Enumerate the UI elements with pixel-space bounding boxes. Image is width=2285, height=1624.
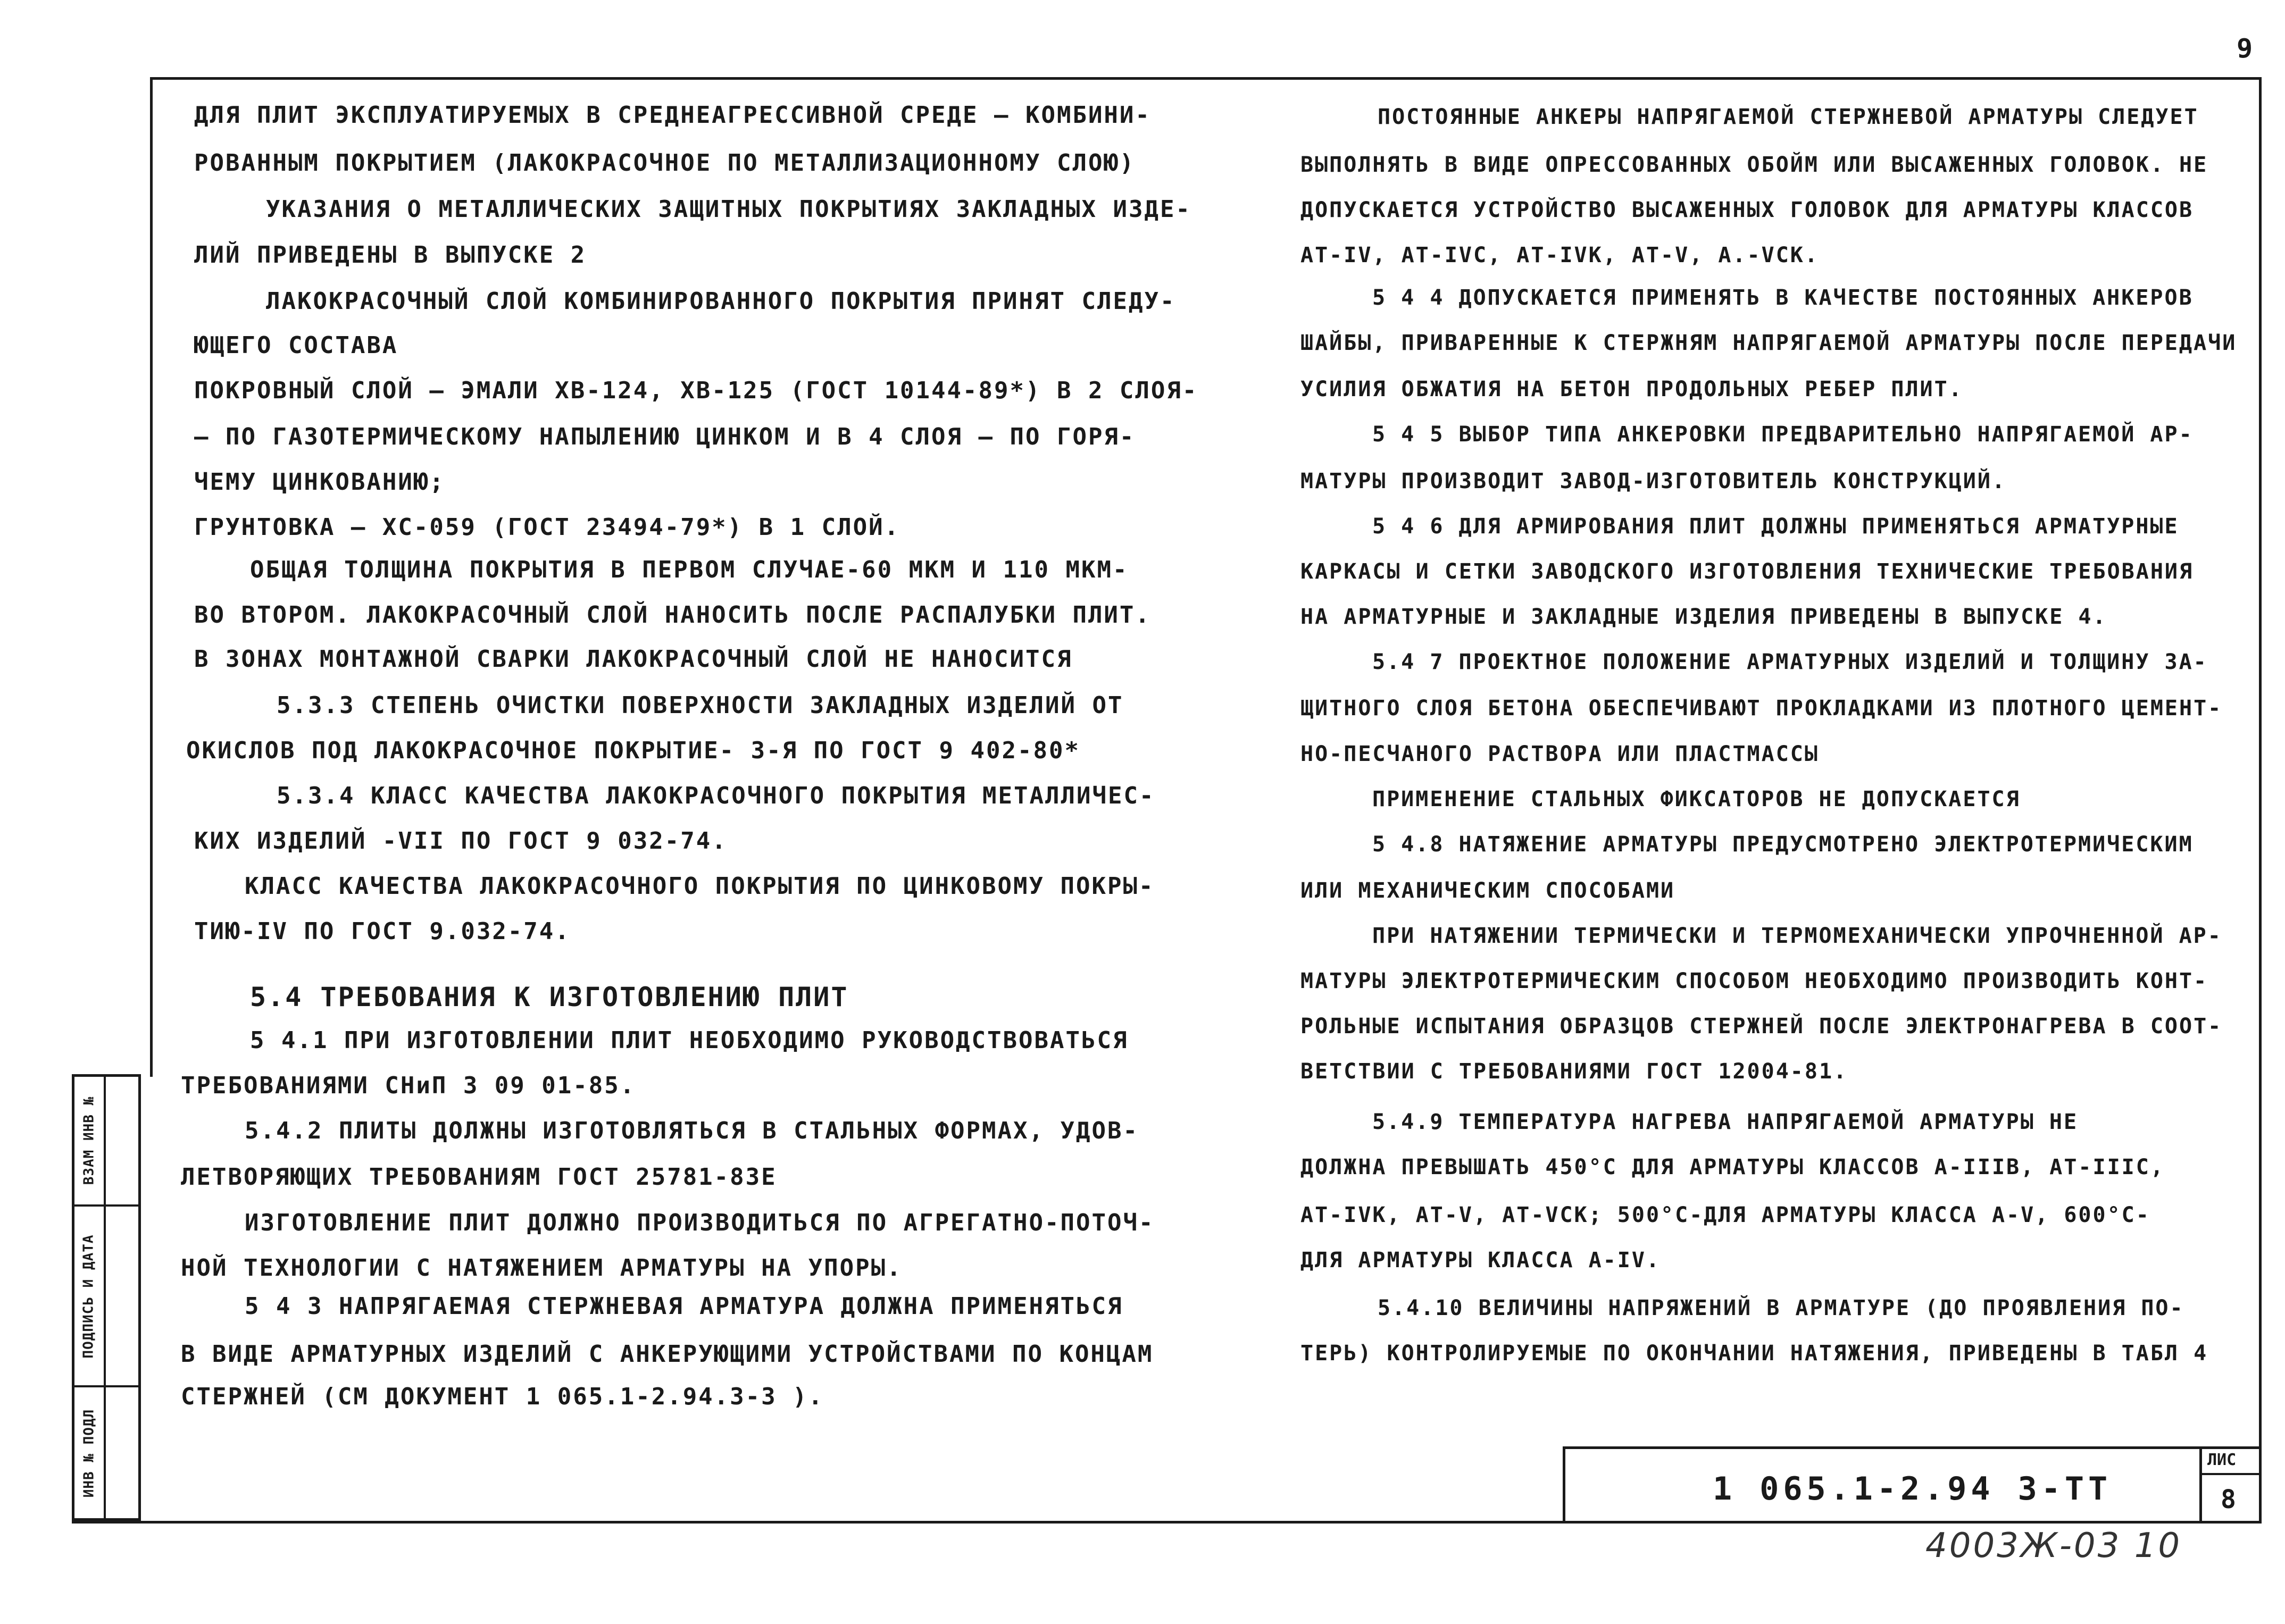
text-line: ПОКРОВНЫЙ СЛОЙ — ЭМАЛИ ХВ-124, ХВ-125 (ГОСТ 10144-89*) В 2 СЛОЯ-: [194, 377, 1198, 404]
text-line: НОЙ ТЕХНОЛОГИИ С НАТЯЖЕНИЕМ АРМАТУРЫ НА УПОРЫ.: [181, 1254, 903, 1282]
side-stamp-row-divider: [72, 1385, 141, 1387]
text-line: КАРКАСЫ И СЕТКИ ЗАВОДСКОГО ИЗГОТОВЛЕНИЯ ТЕХНИЧЕСКИЕ ТРЕБОВАНИЯ: [1300, 559, 2194, 584]
text-line: СТЕРЖНЕЙ (СМ ДОКУМЕНТ 1 065.1-2.94.3-3 ).: [181, 1383, 824, 1410]
text-line: 5 4.1 ПРИ ИЗГОТОВЛЕНИИ ПЛИТ НЕОБХОДИМО РУКОВОДСТВОВАТЬСЯ: [250, 1027, 1129, 1054]
frame-top-border: [150, 77, 2262, 80]
text-line: ДЛЯ ПЛИТ ЭКСПЛУАТИРУЕМЫХ В СРЕДНЕАГРЕССИВНОЙ СРЕДЕ — КОМБИНИ-: [194, 102, 1151, 129]
text-line: ТЕРЬ) КОНТРОЛИРУЕМЫЕ ПО ОКОНЧАНИИ НАТЯЖЕНИЯ, ПРИВЕДЕНЫ В ТАБЛ 4: [1300, 1341, 2208, 1366]
side-label-inv-replace: ВЗАМ ИНВ №: [81, 1096, 97, 1185]
text-line: НА АРМАТУРНЫЕ И ЗАКЛАДНЫЕ ИЗДЕЛИЯ ПРИВЕДЕНЫ В ВЫПУСКЕ 4.: [1300, 605, 2107, 629]
document-code: 1 065.1-2.94 3-ТТ: [1713, 1470, 2112, 1508]
text-line: ЛЕТВОРЯЮЩИХ ТРЕБОВАНИЯМ ГОСТ 25781-83Е: [181, 1163, 777, 1191]
sheet-box-divider: [2199, 1473, 2261, 1475]
text-line: 5 4 4 ДОПУСКАЕТСЯ ПРИМЕНЯТЬ В КАЧЕСТВЕ ПОСТОЯННЫХ АНКЕРОВ: [1372, 286, 2194, 310]
text-line: ЩИТНОГО СЛОЯ БЕТОНА ОБЕСПЕЧИВАЮТ ПРОКЛАДКАМИ ИЗ ПЛОТНОГО ЦЕМЕНТ-: [1300, 696, 2223, 721]
text-line: ЛИЙ ПРИВЕДЕНЫ В ВЫПУСКЕ 2: [194, 241, 587, 269]
text-line: ЛАКОКРАСОЧНЫЙ СЛОЙ КОМБИНИРОВАННОГО ПОКРЫТИЯ ПРИНЯТ СЛЕДУ-: [266, 288, 1176, 315]
text-line: 5 4 3 НАПРЯГАЕМАЯ СТЕРЖНЕВАЯ АРМАТУРА ДОЛЖНА ПРИМЕНЯТЬСЯ: [245, 1293, 1123, 1320]
sheet-number: 8: [2221, 1485, 2236, 1514]
section-heading: 5.4 ТРЕБОВАНИЯ К ИЗГОТОВЛЕНИЮ ПЛИТ: [250, 982, 849, 1012]
text-line: ГРУНТОВКА — ХС-059 (ГОСТ 23494-79*) В 1 СЛОЙ.: [194, 514, 900, 541]
side-label-inv-original: ИНВ № ПОДЛ: [81, 1409, 97, 1497]
text-line: ТИЮ-IV ПО ГОСТ 9.032-74.: [194, 918, 571, 945]
text-line: АТ-IVК, АТ-V, АТ-VСК; 500°С-ДЛЯ АРМАТУРЫ КЛАССА А-V, 600°С-: [1300, 1203, 2150, 1227]
text-line: В ВИДЕ АРМАТУРНЫХ ИЗДЕЛИЙ С АНКЕРУЮЩИМИ УСТРОЙСТВАМИ ПО КОНЦАМ: [181, 1341, 1154, 1368]
text-line: ЮЩЕГО СОСТАВА: [194, 332, 398, 359]
frame-bottom-border: [72, 1521, 2262, 1523]
sheet-label: ЛИС: [2207, 1451, 2237, 1469]
side-stamp-row-divider: [72, 1204, 141, 1207]
text-line: ИЛИ МЕХАНИЧЕСКИМ СПОСОБАМИ: [1300, 878, 1675, 903]
text-line: ТРЕБОВАНИЯМИ СНиП 3 09 01-85.: [181, 1072, 636, 1099]
text-line: ДОПУСКАЕТСЯ УСТРОЙСТВО ВЫСАЖЕННЫХ ГОЛОВОК ДЛЯ АРМАТУРЫ КЛАССОВ: [1300, 198, 2194, 222]
text-line: МАТУРЫ ЭЛЕКТРОТЕРМИЧЕСКИМ СПОСОБОМ НЕОБХОДИМО ПРОИЗВОДИТЬ КОНТ-: [1300, 969, 2208, 993]
page-number: 9: [2237, 33, 2253, 64]
text-line: ПРИМЕНЕНИЕ СТАЛЬНЫХ ФИКСАТОРОВ НЕ ДОПУСКАЕТСЯ: [1372, 787, 2021, 811]
text-line: ОКИСЛОВ ПОД ЛАКОКРАСОЧНОЕ ПОКРЫТИЕ- 3-Я ПО ГОСТ 9 402-80*: [186, 737, 1080, 764]
text-line: 5.3.4 КЛАСС КАЧЕСТВА ЛАКОКРАСОЧНОГО ПОКРЫТИЯ МЕТАЛЛИЧЕС-: [277, 782, 1155, 809]
text-line: НО-ПЕСЧАНОГО РАСТВОРА ИЛИ ПЛАСТМАССЫ: [1300, 742, 1819, 766]
text-line: ПОСТОЯННЫЕ АНКЕРЫ НАПРЯГАЕМОЙ СТЕРЖНЕВОЙ АРМАТУРЫ СЛЕДУЕТ: [1378, 105, 2199, 129]
text-line: УКАЗАНИЯ О МЕТАЛЛИЧЕСКИХ ЗАЩИТНЫХ ПОКРЫТИЯХ ЗАКЛАДНЫХ ИЗДЕ-: [266, 196, 1191, 223]
text-line: ДОЛЖНА ПРЕВЫШАТЬ 450°С ДЛЯ АРМАТУРЫ КЛАССОВ А-IIIВ, АТ-IIIС,: [1300, 1155, 2165, 1179]
text-line: 5.4.9 ТЕМПЕРАТУРА НАГРЕВА НАПРЯГАЕМОЙ АРМАТУРЫ НЕ: [1372, 1110, 2079, 1134]
frame-left-border: [150, 77, 153, 1077]
text-line: РОВАННЫМ ПОКРЫТИЕМ (ЛАКОКРАСОЧНОЕ ПО МЕТАЛЛИЗАЦИОННОМУ СЛОЮ): [194, 149, 1136, 177]
inventory-code: 4003Ж-03 10: [1925, 1526, 2182, 1566]
text-line: МАТУРЫ ПРОИЗВОДИТ ЗАВОД-ИЗГОТОВИТЕЛЬ КОНСТРУКЦИЙ.: [1300, 469, 2007, 493]
text-line: 5.4.2 ПЛИТЫ ДОЛЖНЫ ИЗГОТОВЛЯТЬСЯ В СТАЛЬНЫХ ФОРМАХ, УДОВ-: [245, 1117, 1139, 1144]
text-line: 5 4.8 НАТЯЖЕНИЕ АРМАТУРЫ ПРЕДУСМОТРЕНО ЭЛЕКТРОТЕРМИЧЕСКИМ: [1372, 832, 2194, 857]
text-line: РОЛЬНЫЕ ИСПЫТАНИЯ ОБРАЗЦОВ СТЕРЖНЕЙ ПОСЛЕ ЭЛЕКТРОНАГРЕВА В СООТ-: [1300, 1014, 2223, 1039]
text-line: АТ-IV, АТ-IVС, АТ-IVК, АТ-V, А.-VСК.: [1300, 243, 1819, 267]
text-line: 5.3.3 СТЕПЕНЬ ОЧИСТКИ ПОВЕРХНОСТИ ЗАКЛАДНЫХ ИЗДЕЛИЙ ОТ: [277, 692, 1124, 719]
text-line: ДЛЯ АРМАТУРЫ КЛАССА А-IV.: [1300, 1248, 1661, 1273]
text-line: ВЫПОЛНЯТЬ В ВИДЕ ОПРЕССОВАННЫХ ОБОЙМ ИЛИ ВЫСАЖЕННЫХ ГОЛОВОК. НЕ: [1300, 153, 2208, 177]
text-line: ОБЩАЯ ТОЛЩИНА ПОКРЫТИЯ В ПЕРВОМ СЛУЧАЕ-60 МКМ И 110 МКМ-: [250, 556, 1129, 583]
text-line: КЛАСС КАЧЕСТВА ЛАКОКРАСОЧНОГО ПОКРЫТИЯ ПО ЦИНКОВОМУ ПОКРЫ-: [245, 873, 1155, 900]
text-line: 5.4.10 ВЕЛИЧИНЫ НАПРЯЖЕНИЙ В АРМАТУРЕ (ДО ПРОЯВЛЕНИЯ ПО-: [1378, 1296, 2184, 1320]
text-line: 5 4 5 ВЫБОР ТИПА АНКЕРОВКИ ПРЕДВАРИТЕЛЬНО НАПРЯГАЕМОЙ АР-: [1372, 422, 2194, 447]
text-line: ЧЕМУ ЦИНКОВАНИЮ;: [194, 468, 445, 496]
text-line: УСИЛИЯ ОБЖАТИЯ НА БЕТОН ПРОДОЛЬНЫХ РЕБЕР ПЛИТ.: [1300, 377, 1963, 401]
text-line: ПРИ НАТЯЖЕНИИ ТЕРМИЧЕСКИ И ТЕРМОМЕХАНИЧЕСКИ УПРОЧНЕННОЙ АР-: [1372, 924, 2222, 948]
side-label-signature-date: ПОДПИСЬ И ДАТА: [81, 1234, 97, 1359]
text-line: ВО ВТОРОМ. ЛАКОКРАСОЧНЫЙ СЛОЙ НАНОСИТЬ ПОСЛЕ РАСПАЛУБКИ ПЛИТ.: [194, 601, 1151, 629]
text-line: В ЗОНАХ МОНТАЖНОЙ СВАРКИ ЛАКОКРАСОЧНЫЙ СЛОЙ НЕ НАНОСИТСЯ: [194, 646, 1073, 673]
side-stamp-column-divider: [104, 1074, 106, 1521]
text-line: 5 4 6 ДЛЯ АРМИРОВАНИЯ ПЛИТ ДОЛЖНЫ ПРИМЕНЯТЬСЯ АРМАТУРНЫЕ: [1372, 514, 2179, 539]
text-line: 5.4 7 ПРОЕКТНОЕ ПОЛОЖЕНИЕ АРМАТУРНЫХ ИЗДЕЛИЙ И ТОЛЩИНУ ЗА-: [1372, 650, 2208, 674]
text-line: ИЗГОТОВЛЕНИЕ ПЛИТ ДОЛЖНО ПРОИЗВОДИТЬСЯ ПО АГРЕГАТНО-ПОТОЧ-: [245, 1209, 1155, 1236]
text-line: КИХ ИЗДЕЛИЙ -VII ПО ГОСТ 9 032-74.: [194, 827, 728, 855]
text-line: — ПО ГАЗОТЕРМИЧЕСКОМУ НАПЫЛЕНИЮ ЦИНКОМ И В 4 СЛОЯ — ПО ГОРЯ-: [194, 423, 1136, 450]
text-line: ШАЙБЫ, ПРИВАРЕННЫЕ К СТЕРЖНЯМ НАПРЯГАЕМОЙ АРМАТУРЫ ПОСЛЕ ПЕРЕДАЧИ: [1300, 331, 2237, 355]
text-line: ВЕТСТВИИ С ТРЕБОВАНИЯМИ ГОСТ 12004-81.: [1300, 1059, 1848, 1084]
